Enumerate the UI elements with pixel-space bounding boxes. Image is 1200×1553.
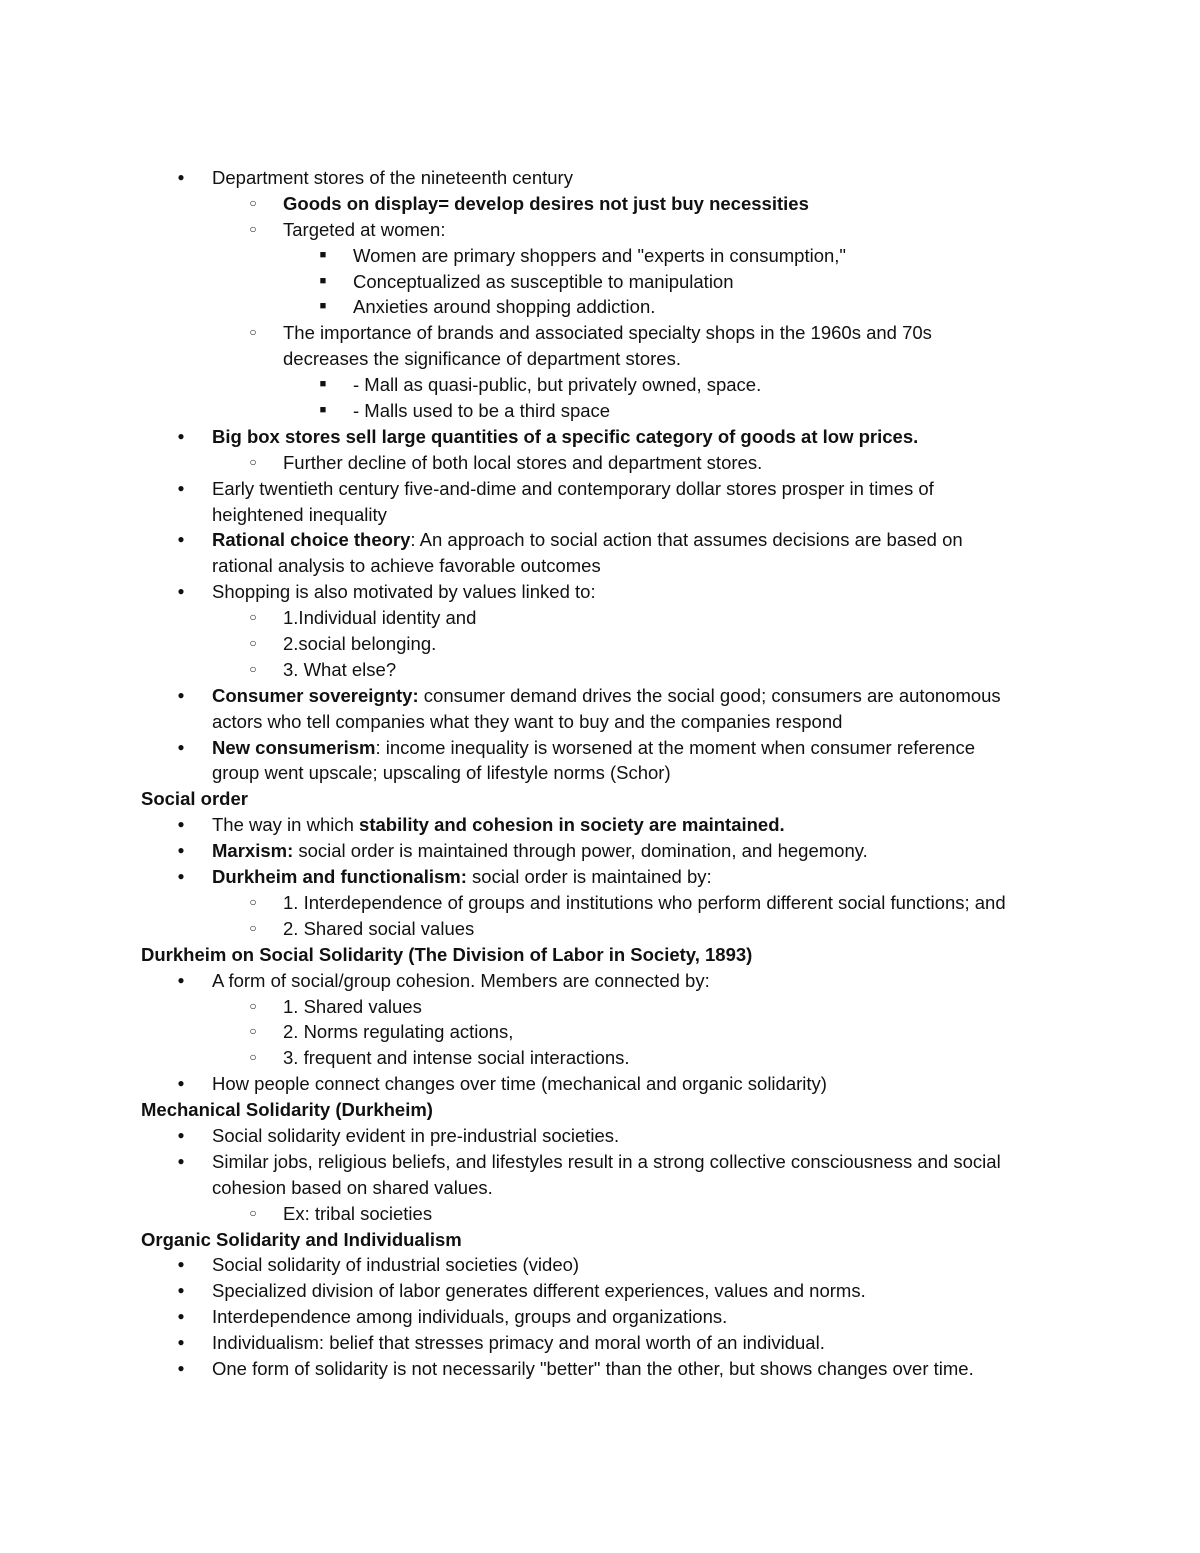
- bullet-circle: ○: [249, 454, 257, 469]
- bold-text: Goods on display= develop desires not just buy necessities: [283, 192, 809, 214]
- list-item-text: Anxieties around shopping addiction.: [353, 296, 656, 318]
- section-heading: [0, 786, 1200, 812]
- list-item-text: [212, 527, 963, 553]
- list-item: [0, 1123, 1200, 1149]
- list-item-text: actors who tell companies what they want to buy and the companies respond: [212, 710, 843, 732]
- list-item-continuation: [0, 1175, 1200, 1201]
- list-item-text: Specialized division of labor generates different experiences, values and norms.: [212, 1280, 866, 1302]
- list-item: [0, 320, 1200, 346]
- list-item-continuation: [0, 760, 1200, 786]
- heading-text: Mechanical Solidarity (Durkheim): [141, 1099, 433, 1121]
- list-item-text: The importance of brands and associated specialty shops in the 1960s and 70s: [283, 322, 932, 344]
- section-heading: [0, 1097, 1200, 1123]
- list-item-text: One form of solidarity is not necessarily "better" than the other, but shows changes over time.: [212, 1357, 974, 1379]
- list-item: [0, 476, 1200, 502]
- list-item: [0, 1045, 1200, 1071]
- heading-text: Durkheim on Social Solidarity (The Division of Labor in Society, 1893): [141, 943, 753, 965]
- bullet-circle: ○: [249, 1024, 257, 1039]
- list-item-text: 1.Individual identity and: [283, 607, 477, 629]
- bullet-dot: ●: [177, 532, 185, 547]
- bullet-dot: ●: [177, 1076, 185, 1091]
- list-item: [0, 398, 1200, 424]
- list-item: [0, 812, 1200, 838]
- list-item-continuation: [0, 553, 1200, 579]
- list-item-text: 2.social belonging.: [283, 633, 437, 655]
- list-item-text: Social solidarity of industrial societies (video): [212, 1254, 580, 1276]
- bold-text: stability and cohesion in society are maintained.: [359, 814, 785, 836]
- list-item: [0, 657, 1200, 683]
- list-item-text: 2. Norms regulating actions,: [283, 1021, 514, 1043]
- list-item: [0, 243, 1200, 269]
- definition-text: social order is maintained by:: [466, 866, 712, 888]
- list-item-text: Social solidarity evident in pre-industrial societies.: [212, 1124, 620, 1146]
- list-item-text: 3. What else?: [283, 658, 397, 680]
- list-item: [0, 1304, 1200, 1330]
- bullet-dot: ●: [177, 817, 185, 832]
- bullet-square: ■: [319, 274, 327, 287]
- list-item: [0, 294, 1200, 320]
- list-item: [0, 916, 1200, 942]
- list-item: [0, 838, 1200, 864]
- term-label: Rational choice theory: [212, 529, 411, 551]
- term-label: Marxism:: [212, 840, 294, 862]
- bullet-square: ■: [319, 378, 327, 391]
- list-item: [0, 994, 1200, 1020]
- list-item-text: Ex: tribal societies: [283, 1202, 433, 1224]
- list-item-text: Women are primary shoppers and "experts in consumption,": [353, 244, 846, 266]
- list-item: [0, 1071, 1200, 1097]
- heading-text: Organic Solidarity and Individualism: [141, 1228, 462, 1250]
- list-item-text: cohesion based on shared values.: [212, 1176, 493, 1198]
- list-item: [0, 1019, 1200, 1045]
- bullet-dot: ●: [177, 170, 185, 184]
- list-item-text: Shopping is also motivated by values linked to:: [212, 581, 596, 603]
- list-item: [0, 165, 1200, 191]
- list-item: [0, 527, 1200, 553]
- list-item-text: group went upscale; upscaling of lifestyle norms (Schor): [212, 762, 671, 784]
- list-item: [0, 605, 1200, 631]
- list-item-text: Similar jobs, religious beliefs, and lifestyles result in a strong collective consciousness and social: [212, 1150, 1001, 1172]
- list-item-text: [212, 812, 785, 838]
- list-item-continuation: [0, 346, 1200, 372]
- list-item-text: Interdependence among individuals, groups and organizations.: [212, 1306, 728, 1328]
- bullet-dot: ●: [177, 480, 185, 495]
- list-item: [0, 864, 1200, 890]
- list-item-text: rational analysis to achieve favorable outcomes: [212, 555, 601, 577]
- list-item-text: How people connect changes over time (mechanical and organic solidarity): [212, 1073, 827, 1095]
- list-item-text: [212, 864, 712, 890]
- list-item: [0, 191, 1200, 217]
- list-item: [0, 735, 1200, 761]
- list-item-continuation: [0, 502, 1200, 528]
- list-item: [0, 1356, 1200, 1382]
- bullet-dot: ●: [177, 1335, 185, 1350]
- bullet-dot: ●: [177, 1360, 185, 1375]
- bullet-circle: ○: [249, 920, 257, 935]
- list-item-text: [283, 191, 809, 217]
- bullet-dot: ●: [177, 843, 185, 858]
- list-item-continuation: [0, 709, 1200, 735]
- list-item: [0, 450, 1200, 476]
- bullet-dot: ●: [177, 1127, 185, 1142]
- bullet-dot: ●: [177, 584, 185, 599]
- bullet-dot: ●: [177, 687, 185, 702]
- list-item-text: heightened inequality: [212, 503, 387, 525]
- list-item-text: - Malls used to be a third space: [353, 400, 611, 422]
- definition-text: social order is maintained through power, domination, and hegemony.: [293, 840, 868, 862]
- list-item: [0, 217, 1200, 243]
- bullet-dot: ●: [177, 1153, 185, 1168]
- list-item: [0, 683, 1200, 709]
- list-item-text: [212, 424, 918, 450]
- list-item-text: 1. Shared values: [283, 995, 422, 1017]
- bullet-circle: ○: [249, 325, 257, 340]
- list-item-text: Conceptualized as susceptible to manipulation: [353, 270, 734, 292]
- list-item: [0, 1201, 1200, 1227]
- bullet-dot: ●: [177, 1257, 185, 1272]
- bullet-dot: ●: [177, 869, 185, 884]
- bullet-circle: ○: [249, 636, 257, 651]
- bullet-dot: ●: [177, 428, 185, 443]
- plain-text: The way in which: [212, 814, 360, 836]
- list-item-text: [212, 683, 1001, 709]
- bullet-square: ■: [319, 300, 327, 313]
- definition-text: : An approach to social action that assumes decisions are based on: [410, 529, 963, 551]
- list-item: [0, 372, 1200, 398]
- bullet-circle: ○: [249, 998, 257, 1013]
- list-item: [0, 1278, 1200, 1304]
- term-label: Durkheim and functionalism:: [212, 866, 467, 888]
- section-heading: [0, 1227, 1200, 1253]
- bullet-circle: ○: [249, 894, 257, 909]
- list-item-text: - Mall as quasi-public, but privately owned, space.: [353, 374, 762, 396]
- term-label: New consumerism: [212, 736, 376, 758]
- bullet-circle: ○: [249, 195, 257, 210]
- bullet-circle: ○: [249, 1050, 257, 1065]
- list-item: [0, 269, 1200, 295]
- list-item: [0, 1252, 1200, 1278]
- list-item: [0, 424, 1200, 450]
- term-label: Consumer sovereignty:: [212, 684, 419, 706]
- section-heading: [0, 942, 1200, 968]
- list-item: [0, 579, 1200, 605]
- list-item-text: Early twentieth century five-and-dime and contemporary dollar stores prosper in times of: [212, 477, 934, 499]
- list-item-text: decreases the significance of department stores.: [283, 348, 681, 370]
- list-item: [0, 1149, 1200, 1175]
- bullet-square: ■: [319, 248, 327, 261]
- list-item: [0, 1330, 1200, 1356]
- list-item-text: Targeted at women:: [283, 218, 446, 240]
- list-item-text: Further decline of both local stores and department stores.: [283, 451, 763, 473]
- list-item: [0, 890, 1200, 916]
- bullet-circle: ○: [249, 1205, 257, 1220]
- bullet-dot: ●: [177, 1309, 185, 1324]
- list-item-text: Department stores of the nineteenth century: [212, 167, 573, 188]
- list-item: [0, 968, 1200, 994]
- definition-text: consumer demand drives the social good; consumers are autonomous: [418, 684, 1001, 706]
- list-item-text: 3. frequent and intense social interactions.: [283, 1047, 630, 1069]
- list-item-text: [212, 838, 868, 864]
- bullet-circle: ○: [249, 661, 257, 676]
- list-item-text: Individualism: belief that stresses primacy and moral worth of an individual.: [212, 1332, 825, 1354]
- bullet-dot: ●: [177, 739, 185, 754]
- definition-text: : income inequality is worsened at the moment when consumer reference: [375, 736, 975, 758]
- list-item-text: 1. Interdependence of groups and institutions who perform different social functions; and: [283, 891, 1006, 913]
- document-page: [0, 165, 1200, 1553]
- bullet-dot: ●: [177, 1283, 185, 1298]
- list-item-text: [212, 735, 975, 761]
- bullet-dot: ●: [177, 972, 185, 987]
- heading-text: Social order: [141, 788, 248, 810]
- list-item: [0, 631, 1200, 657]
- bullet-circle: ○: [249, 610, 257, 625]
- bold-text: Big box stores sell large quantities of a specific category of goods at low prices.: [212, 425, 919, 447]
- bullet-circle: ○: [249, 221, 257, 236]
- list-item-text: A form of social/group cohesion. Members are connected by:: [212, 969, 710, 991]
- list-item-text: 2. Shared social values: [283, 917, 475, 939]
- bullet-square: ■: [319, 404, 327, 417]
